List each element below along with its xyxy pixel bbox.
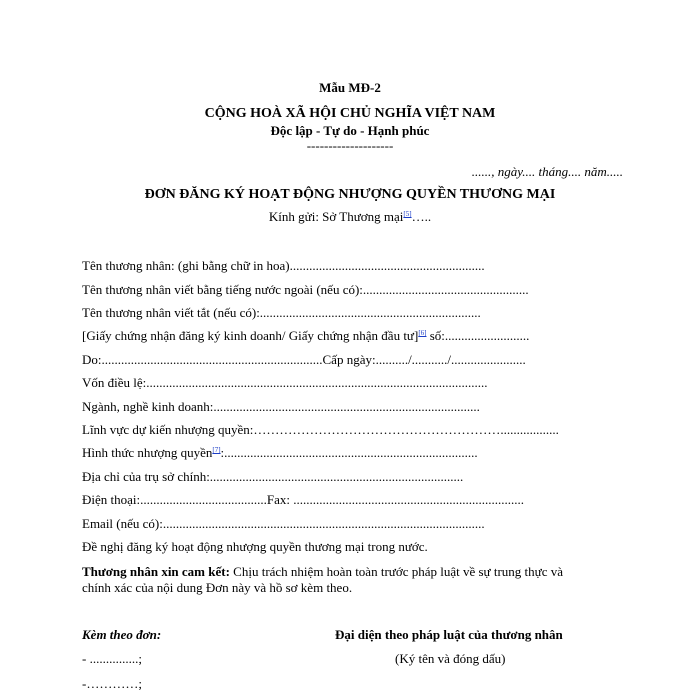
- attachment-item-1: - ...............;: [82, 651, 142, 666]
- field-email: Email (nếu có):...................................................................................................: [82, 516, 485, 531]
- country-name: CỘNG HOÀ XÃ HỘI CHỦ NGHĨA VIỆT NAM: [204, 106, 496, 121]
- recipient-line: [0, 209, 700, 225]
- field-short-name: Tên thương nhân viết tắt (nếu có):....................................................................: [82, 305, 481, 320]
- commitment-line-1: [82, 564, 563, 580]
- field-phone-fax: Điện thoại:.......................................Fax: .......................................................................: [82, 492, 524, 507]
- footnote-6[interactable]: [6]: [418, 329, 427, 337]
- franchise-form-label: Hình thức nhượng quyền: [82, 445, 213, 460]
- field-merchant-name: Tên thương nhân: (ghi bằng chữ in hoa)............................................................: [82, 258, 485, 273]
- field-head-office: Địa chỉ của trụ sở chính:..............................................................................: [82, 469, 464, 484]
- national-motto: Độc lập - Tự do - Hạnh phúc: [270, 123, 430, 138]
- field-foreign-name: Tên thương nhân viết bằng tiếng nước ngoài (nếu có):...................................................: [82, 282, 529, 297]
- commitment-line-2: chính xác của nội dung Đơn này và hồ sơ kèm theo.: [82, 580, 353, 595]
- field-franchise-area: Lĩnh vực dự kiến nhượng quyền:…………………………………………………..................: [82, 422, 559, 437]
- request-statement: Đề nghị đăng ký hoạt động nhượng quyền thương mại trong nước.: [82, 539, 428, 554]
- signature-title: Đại diện theo pháp luật của thương nhân: [335, 627, 563, 642]
- field-charter-capital: Vốn điều lệ:.........................................................................................................: [82, 375, 488, 390]
- signature-note: (Ký tên và đóng dấu): [395, 651, 506, 666]
- field-certificate: [82, 328, 529, 344]
- recipient-trail: …..: [411, 209, 432, 224]
- commitment-text-1: Chịu trách nhiệm hoàn toàn trước pháp luật về sự trung thực và: [229, 564, 563, 579]
- document-title: ĐƠN ĐĂNG KÝ HOẠT ĐỘNG NHƯỢNG QUYỀN THƯƠNG MẠI: [144, 187, 556, 202]
- footnote-7[interactable]: [7]: [212, 446, 221, 454]
- franchise-form-value: :..............................................................................: [220, 445, 478, 460]
- certificate-number: số:..........................: [426, 328, 530, 343]
- commitment-label: Thương nhân xin cam kết:: [82, 564, 230, 579]
- field-franchise-form: [82, 445, 478, 461]
- field-issued-by: Do:....................................................................Cấp ngày:........../.........../.......................: [82, 352, 526, 367]
- header-separator: --------------------: [306, 138, 394, 153]
- form-code: Mẫu MĐ-2: [319, 80, 381, 95]
- date-line: ......, ngày.... tháng.... năm.....: [471, 164, 623, 179]
- certificate-label: [Giấy chứng nhận đăng ký kinh doanh/ Giấy chứng nhận đầu tư]: [82, 328, 419, 343]
- recipient-text: Kính gửi: Sở Thương mại: [268, 209, 404, 224]
- field-business-lines: Ngành, nghề kinh doanh:..................................................................................: [82, 399, 480, 414]
- footnote-5[interactable]: [5]: [403, 210, 412, 218]
- attachment-item-2: -…………;: [82, 676, 142, 691]
- attachments-label: Kèm theo đơn:: [82, 627, 162, 642]
